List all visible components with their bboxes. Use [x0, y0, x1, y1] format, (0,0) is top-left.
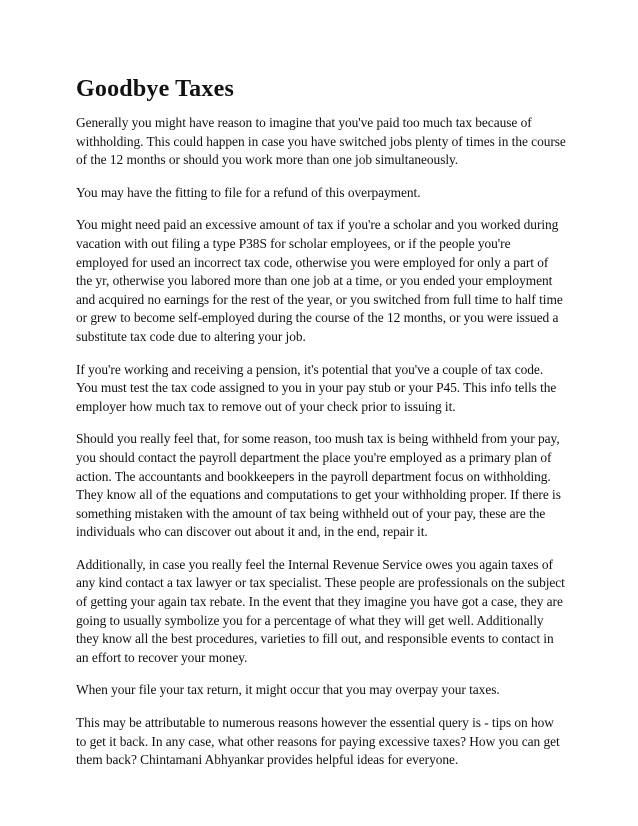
document-page: [76, 74, 566, 784]
paragraph-5: Should you really feel that, for some reason, too mush tax is being withheld from your pay, you should contact the payroll department the place you're employed as a primary plan of action. The accountants and bookkeepers in the payroll department focus on withholding. They know all of the equations and computations to get your withholding proper. If there is something mistaken with the amount of tax being withheld out of your pay, these are the individuals who can discover out about it and, in the end, repair it.: [76, 431, 561, 540]
document-title: Goodbye Taxes: [76, 76, 234, 102]
paragraph-7: When your file your tax return, it might occur that you may overpay your taxes.: [76, 682, 500, 698]
paragraph-1: Generally you might have reason to imagine that you've paid too much tax because of withholding. This could happen in case you have switched jobs plenty of times in the course of the 12 months or should you work more than one job simultaneously.: [76, 115, 566, 168]
paragraph-8: This may be attributable to numerous reasons however the essential query is - tips on how to get it back. In any case, what other reasons for paying excessive taxes? How you can get them back? Chintamani Abhyankar provides helpful ideas for everyone.: [76, 715, 560, 768]
paragraph-6: Additionally, in case you really feel the Internal Revenue Service owes you again taxes of any kind contact a tax lawyer or tax specialist. These people are professionals on the subject of getting your again tax rebate. In the event that they imagine you have got a case, they are going to usually symbolize you for a percentage of what they will get well. Additionally they know all the best procedures, varieties to fill out, and responsible events to contact in an effort to recover your money.: [76, 556, 565, 665]
paragraph-4: If you're working and receiving a pension, it's potential that you've a couple of tax code. You must test the tax code assigned to you in your pay stub or your P45. This info tells the employer how much tax to remove out of your check prior to issuing it.: [76, 361, 557, 414]
paragraph-3: You might need paid an excessive amount of tax if you're a scholar and you worked during vacation with out filing a type P38S for scholar employees, or if the people you're employed for used an incorrect tax code, otherwise you were employed for only a part of the yr, otherwise you labored more than one job at a time, or you ended your employment and acquired no earnings for the rest of the year, or you switched from full time to half time or grew to become self-employed during the course of the 12 months, or you were issued a substitute tax code due to altering your job.: [76, 217, 563, 344]
paragraph-2: You may have the fitting to file for a refund of this overpayment.: [76, 184, 421, 200]
